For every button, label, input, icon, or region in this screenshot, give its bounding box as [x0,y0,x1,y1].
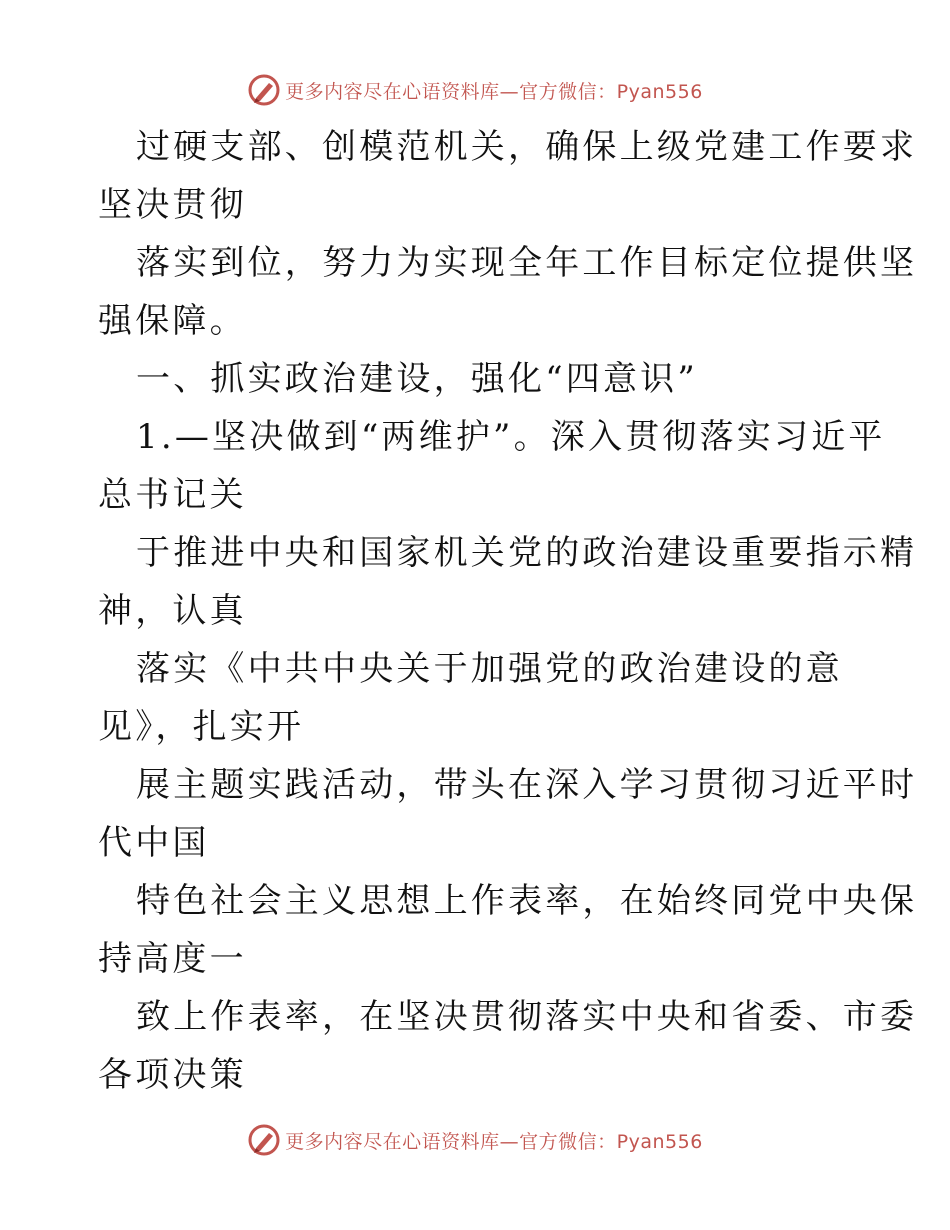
text-line: 持高度一 [98,939,247,979]
pen-logo-icon [247,73,281,107]
text-line: 特色社会主义思想上作表率，在始终同党中央保 [136,881,918,921]
text-line: 于推进中央和国家机关党的政治建设重要指示精 [136,533,918,573]
text-line: 落实到位，努力为实现全年工作目标定位提供坚 [136,243,918,283]
text-line: 过硬支部、创模范机关，确保上级党建工作要求 [136,127,918,167]
text-line: 致上作表率，在坚决贯彻落实中央和省委、市委 [136,997,918,1037]
watermark-text: 更多内容尽在心语资料库—官方微信：Pyan556 [285,1130,703,1153]
text-line: 总书记关 [98,475,247,515]
text-line: 代中国 [98,823,210,863]
header-watermark [0,72,950,108]
text-line: 强保障。 [98,301,247,341]
document-body [98,118,918,1104]
watermark-text: 更多内容尽在心语资料库—官方微信：Pyan556 [285,80,703,103]
footer-watermark [0,1122,950,1158]
text-line: 神，认真 [98,591,247,631]
text-line: 坚决贯彻 [98,185,247,225]
text-line: 落实《中共中央关于加强党的政治建设的意 [136,649,843,689]
text-line: 展主题实践活动，带头在深入学习贯彻习近平时 [136,765,918,805]
pen-logo-icon [247,1123,281,1157]
text-line: 见》，扎实开 [98,707,305,747]
text-line: 1.—坚决做到“两维护”。深入贯彻落实习近平 [136,417,886,457]
section-heading: 一、抓实政治建设，强化“四意识” [136,359,698,399]
text-line: 各项决策 [98,1055,247,1095]
